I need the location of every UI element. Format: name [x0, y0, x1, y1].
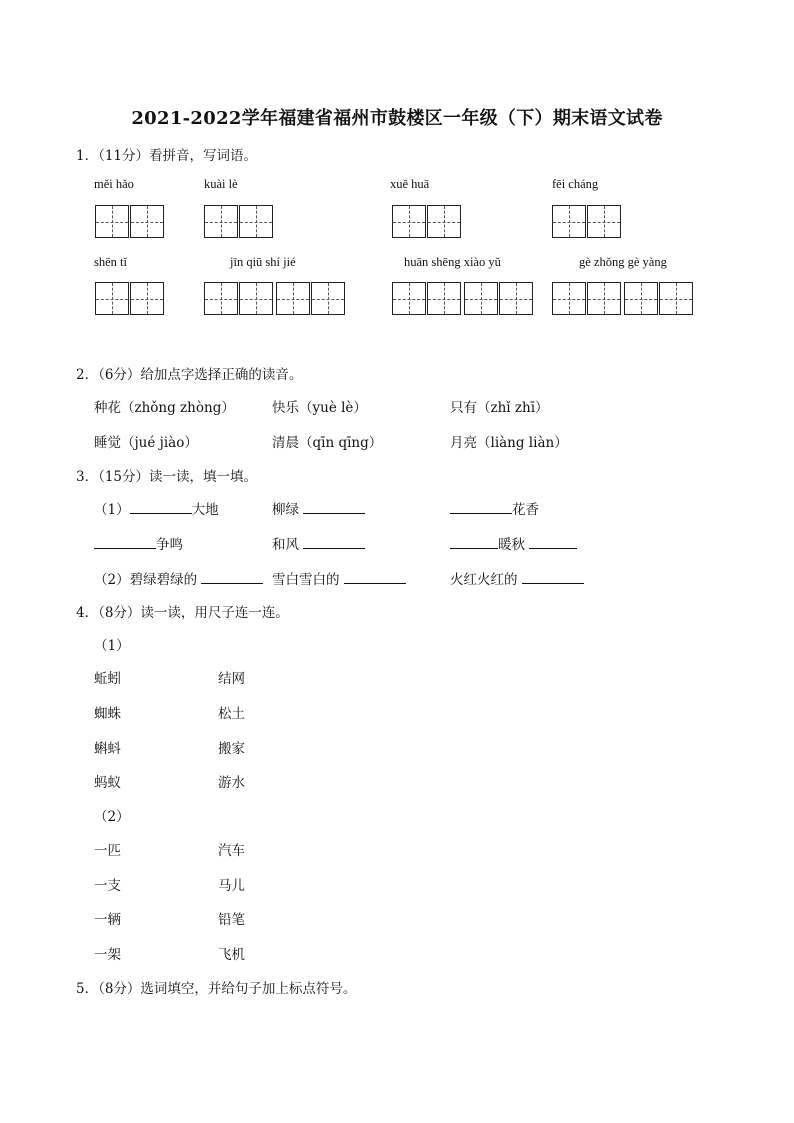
page-title: 2021-2022学年福建省福州市鼓楼区一年级（下）期末语文试卷 — [131, 108, 663, 129]
answer-blank[interactable] — [201, 571, 263, 584]
writing-box[interactable] — [276, 282, 310, 315]
answer-blank[interactable] — [529, 536, 577, 549]
writing-box[interactable] — [464, 282, 498, 315]
writing-box[interactable] — [204, 282, 238, 315]
pinyin-3: xuě huā — [390, 177, 430, 191]
pinyin-5: shēn tǐ — [94, 255, 127, 269]
fill-row-1-mid — [272, 498, 365, 518]
writing-box[interactable] — [95, 282, 129, 315]
match-left-item[interactable]: 蚯蚓 — [94, 671, 121, 687]
match-left-item[interactable]: 一辆 — [94, 912, 121, 928]
writing-box[interactable] — [587, 282, 621, 315]
match-right-item[interactable]: 搬家 — [218, 741, 245, 757]
fill-row-2-right — [450, 533, 577, 553]
part-label: （1） — [94, 638, 130, 654]
pinyin-1: měi hǎo — [94, 177, 134, 191]
pinyin-6: jīn qiū shí jié — [230, 255, 296, 269]
writing-box[interactable] — [95, 205, 129, 238]
pinyin-7: huān shēng xiào yǔ — [404, 255, 501, 269]
writing-box[interactable] — [239, 205, 273, 238]
match-right-item[interactable]: 马儿 — [218, 878, 245, 894]
writing-box[interactable] — [239, 282, 273, 315]
question-4-heading: 4．（8分）读一读，用尺子连一连。 — [76, 605, 289, 621]
match-right-item[interactable]: 游水 — [218, 775, 245, 791]
writing-box[interactable] — [204, 205, 238, 238]
reading-item: 月亮（liàng liàn） — [450, 435, 568, 451]
reading-item: 清晨（qīn qīng） — [272, 435, 383, 451]
fill-word: （2）碧绿碧绿的 — [94, 572, 198, 588]
fill-word: 暖秋 — [498, 537, 525, 553]
answer-blank[interactable] — [450, 501, 512, 514]
match-left-item[interactable]: 一支 — [94, 878, 121, 894]
match-left-item[interactable]: 蝌蚪 — [94, 741, 121, 757]
writing-box[interactable] — [130, 205, 164, 238]
writing-box[interactable] — [499, 282, 533, 315]
fill-word: 火红火红的 — [450, 572, 518, 588]
pinyin-8: gè zhǒng gè yàng — [579, 255, 667, 269]
writing-box[interactable] — [311, 282, 345, 315]
match-right-item[interactable]: 结网 — [218, 671, 245, 687]
match-right-item[interactable]: 飞机 — [218, 947, 245, 963]
writing-box[interactable] — [392, 205, 426, 238]
answer-blank[interactable] — [344, 571, 406, 584]
match-left-item[interactable]: 蚂蚁 — [94, 775, 121, 791]
answer-blank[interactable] — [94, 536, 156, 549]
fill-row-3-right — [450, 568, 584, 588]
writing-box[interactable] — [427, 282, 461, 315]
question-5-heading: 5．（8分）选词填空，并给句子加上标点符号。 — [76, 981, 357, 997]
fill-row-2-left — [94, 533, 183, 553]
question-1-heading: 1．（11分）看拼音，写词语。 — [76, 148, 258, 164]
reading-item: 睡觉（jué jiào） — [94, 435, 198, 451]
match-left-item[interactable]: 一架 — [94, 947, 121, 963]
fill-word: 大地 — [191, 502, 219, 518]
writing-box[interactable] — [659, 282, 693, 315]
question-3-heading: 3．（15分）读一读，填一填。 — [76, 469, 258, 485]
pinyin-4: fēi cháng — [552, 177, 599, 191]
writing-box[interactable] — [427, 205, 461, 238]
match-right-item[interactable]: 汽车 — [218, 843, 245, 859]
writing-box[interactable] — [130, 282, 164, 315]
match-right-item[interactable]: 松土 — [218, 706, 245, 722]
answer-blank[interactable] — [450, 536, 498, 549]
reading-item: 快乐（yuè lè） — [272, 400, 367, 416]
question-2-heading: 2．（6分）给加点字选择正确的读音。 — [76, 367, 303, 383]
match-right-item[interactable]: 铅笔 — [218, 912, 245, 928]
fill-word: 花香 — [512, 502, 539, 518]
fill-word: 雪白雪白的 — [272, 572, 340, 588]
reading-item: 只有（zhǐ zhī） — [450, 400, 549, 416]
match-left-item[interactable]: 蜘蛛 — [94, 706, 121, 722]
fill-row-3-left — [94, 568, 263, 588]
fill-row-1-left — [94, 498, 219, 518]
fill-word: 和风 — [272, 537, 299, 553]
answer-blank[interactable] — [303, 536, 365, 549]
fill-row-2-mid — [272, 533, 365, 553]
writing-box[interactable] — [624, 282, 658, 315]
writing-box[interactable] — [392, 282, 426, 315]
writing-box[interactable] — [552, 205, 586, 238]
fill-row-1-right — [450, 498, 539, 518]
answer-blank[interactable] — [303, 501, 365, 514]
reading-item: 种花（zhǒng zhòng） — [94, 400, 235, 416]
pinyin-2: kuài lè — [204, 177, 238, 191]
answer-blank[interactable] — [522, 571, 584, 584]
writing-box[interactable] — [552, 282, 586, 315]
answer-blank[interactable] — [130, 501, 192, 514]
writing-box[interactable] — [587, 205, 621, 238]
match-left-item[interactable]: 一匹 — [94, 843, 121, 859]
part-label: （2） — [94, 809, 130, 825]
fill-row-3-mid — [272, 568, 406, 588]
fill-word: 争鸣 — [156, 537, 183, 553]
part-label: （1） — [94, 502, 130, 518]
fill-word: 柳绿 — [272, 502, 299, 518]
